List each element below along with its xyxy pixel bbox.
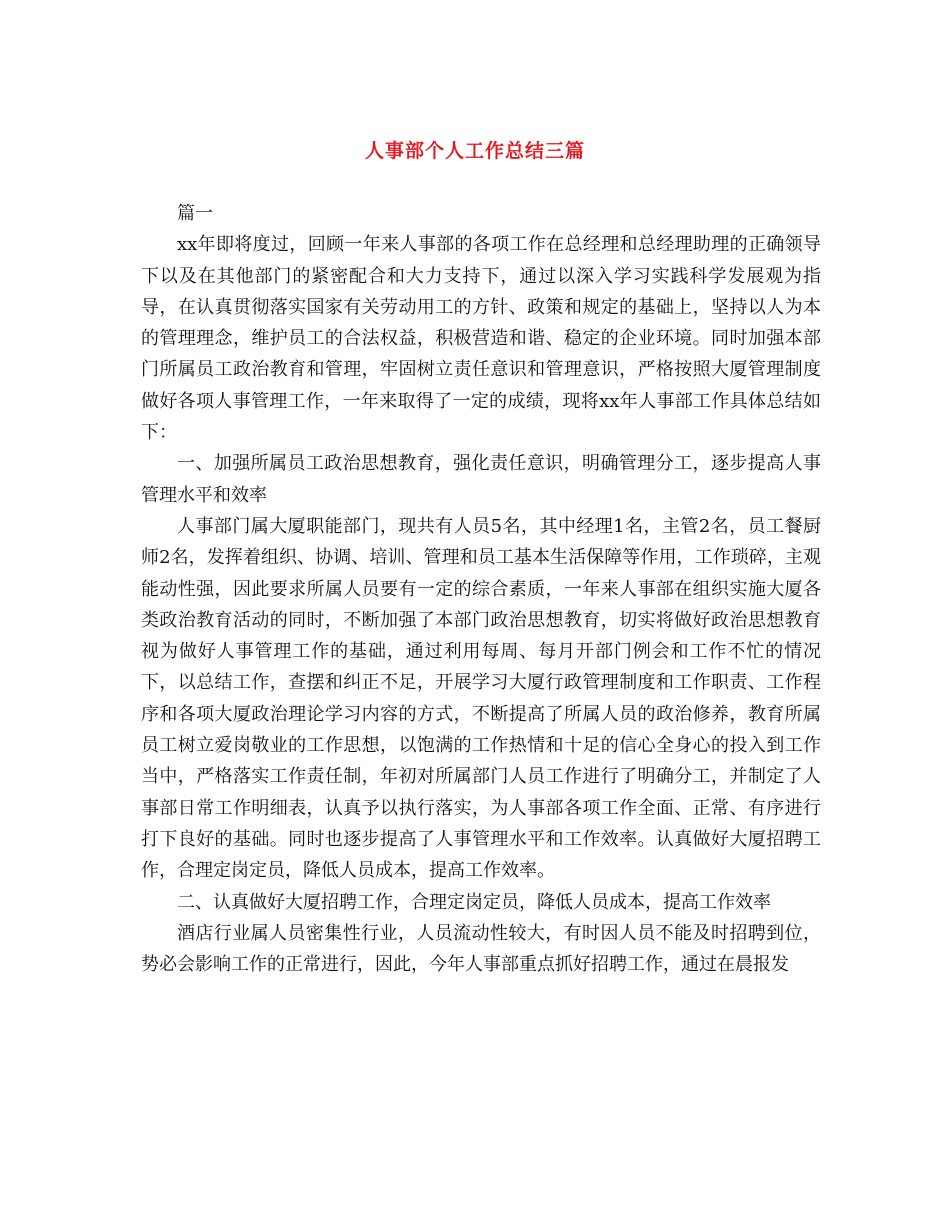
document-title: 人事部个人工作总结三篇 xyxy=(364,140,585,162)
section-2-paragraph: 酒店行业属人员密集性行业，人员流动性较大，有时因人员不能及时招聘到位，势必会影响工作的正常进行，因此，今年人事部重点抓好招聘工作，通过在晨报发 xyxy=(141,922,821,976)
document-body xyxy=(141,198,821,980)
section-heading-part-one: 篇一 xyxy=(177,203,213,224)
intro-paragraph: xx年即将度过，回顾一年来人事部的各项工作在总经理和总经理助理的正确领导下以及在其他部门的紧密配合和大力支持下，通过以深入学习实践科学发展观为指导，在认真贯彻落实国家有关劳动用工的方针、政策和规定的基础上，坚持以人为本的管理理念，维护员工的合法权益，积极营造和谐、稳定的企业环境。同时加强本部门所属员工政治教育和管理，牢固树立责任意识和管理意识，严格按照大厦管理制度做好各项人事管理工作，一年来取得了一定的成绩，现将xx年人事部工作具体总结如下： xyxy=(141,234,821,444)
section-heading-1: 一、加强所属员工政治思想教育，强化责任意识，明确管理分工，逐步提高人事管理水平和效率 xyxy=(141,453,821,506)
section-heading-2: 二、认真做好大厦招聘工作，合理定岗定员，降低人员成本，提高工作效率 xyxy=(177,891,771,913)
section-1-paragraph: 人事部门属大厦职能部门，现共有人员5名，其中经理1名，主管2名，员工餐厨师2名，发挥着组织、协调、培训、管理和员工基本生活保障等作用，工作琐碎，主观能动性强，因此要求所属人员要有一定的综合素质，一年来人事部在组织实施大厦各类政治教育活动的同时，不断加强了本部门政治思想教育，切实将做好政治思想教育视为做好人事管理工作的基础，通过利用每周、每月开部门例会和工作不忙的情况下，以总结工作，查摆和纠正不足，开展学习大厦行政管理制度和工作职责、工作程序和各项大厦政治理论学习内容的方式，不断提高了所属人员的政治修养，教育所属员工树立爱岗敬业的工作思想，以饱满的工作热情和十足的信心全身心的投入到工作当中，严格落实工作责任制，年初对所属部门人员工作进行了明确分工，并制定了人事部日常工作明细表，认真予以执行落实，为人事部各项工作全面、正常、有序进行打下良好的基础。同时也逐步提高了人事管理水平和工作效率。认真做好大厦招聘工作，合理定岗定员，降低人员成本，提高工作效率。 xyxy=(141,515,821,882)
